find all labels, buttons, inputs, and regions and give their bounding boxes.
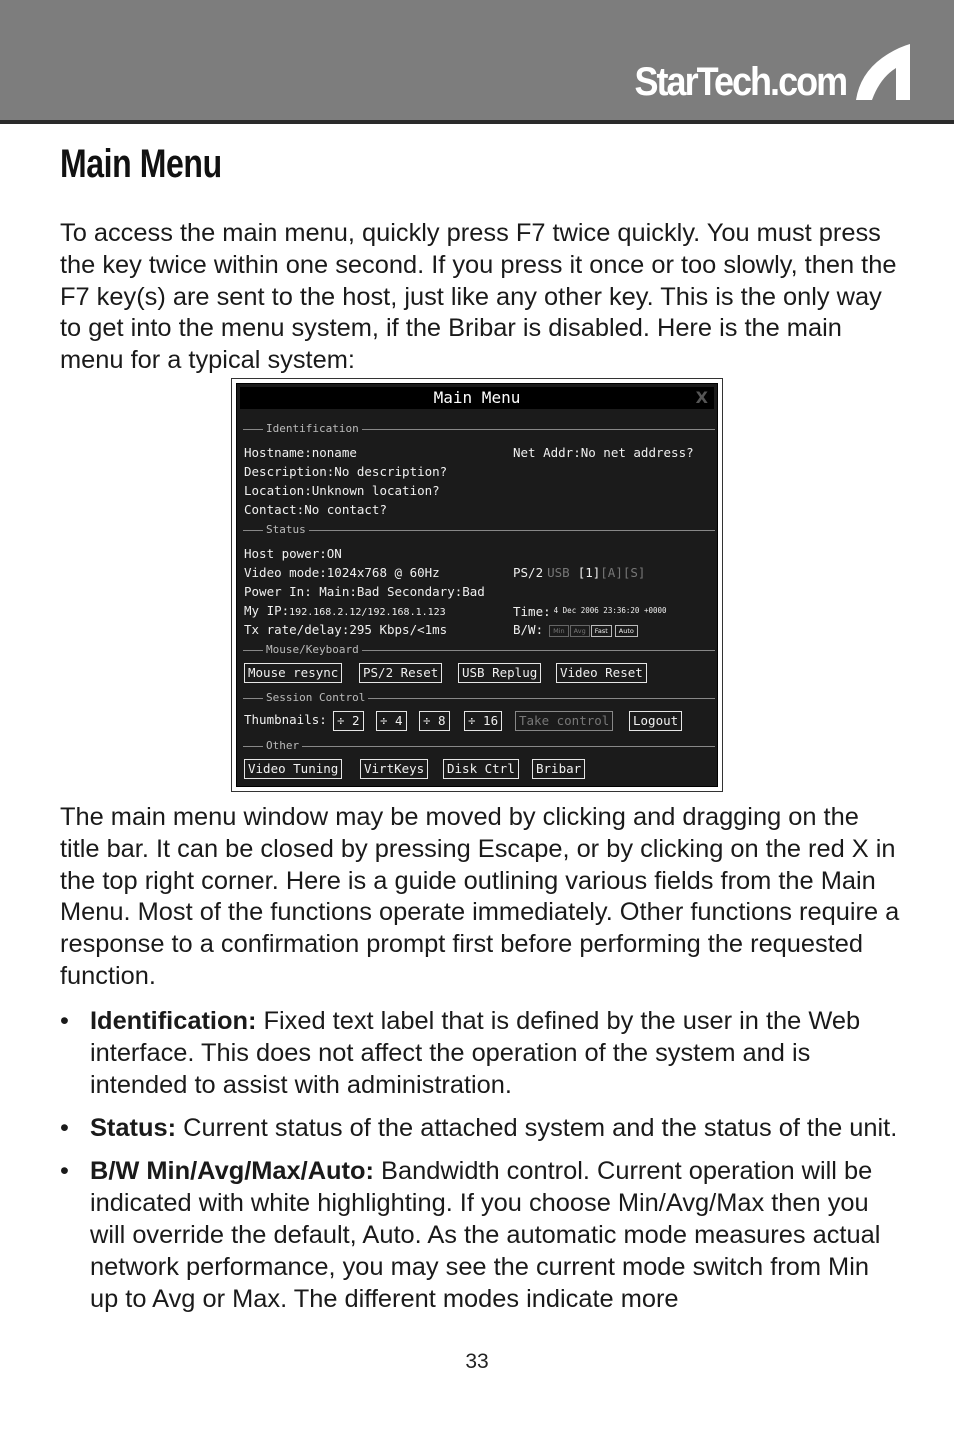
virtkeys-button[interactable]: VirtKeys <box>360 759 428 779</box>
list-item-text: Bandwidth control. Current operation will be indicated with white highlighting. If you choose Min/Avg/Max then you will override the default, Auto. As the automatic mode measures actual network performance, you may see the current mode switch from Min up to Avg or Max. The different modes indicate more <box>90 1157 881 1313</box>
bw-label: B/W: <box>513 622 544 637</box>
video-tuning-button[interactable]: Video Tuning <box>244 759 342 779</box>
thumbnail-div4-button[interactable]: ÷ 4 <box>376 711 407 731</box>
list-item-text: Current status of the attached system and the status of the unit. <box>176 1114 898 1142</box>
body-paragraph: The main menu window may be moved by clicking and dragging on the title bar. It can be closed by pressing Escape, or by clicking on the red X in the top right corner. Here is a guide outlining various fields from the Main Menu. Most of the functions operate immediately. Other functions require a response to a confirmation prompt first before performing the requested function. <box>60 803 900 990</box>
bullet-icon: • <box>60 1114 69 1142</box>
time-value: 4 Dec 2006 23:36:20 +0000 <box>553 606 667 615</box>
list-item-term: Identification: <box>90 1007 257 1035</box>
section-divider <box>243 746 715 747</box>
net-addr-field: Net Addr:No net address? <box>513 445 694 460</box>
bw-auto-button[interactable]: Auto <box>615 625 638 637</box>
bw-control <box>513 622 639 638</box>
bw-min-button[interactable]: Min <box>549 625 569 637</box>
field-guide-list <box>60 1005 900 1326</box>
menu-title-bar[interactable] <box>240 387 714 409</box>
intro-paragraph: To access the main menu, quickly press F7 twice quickly. You must press the key twice within one second. If you press it once or too slowly, then the F7 key(s) are sent to the host, just like any other key. This is the only way to get into the menu system, if the Bribar is disabled. Here is the main menu for a typical system: <box>60 219 897 375</box>
contact-field: Contact:No contact? <box>244 502 387 517</box>
ip-value: 192.168.2.12/192.168.1.123 <box>289 607 446 618</box>
thumbnail-div16-button[interactable]: ÷ 16 <box>464 711 502 731</box>
main-menu-window <box>236 383 718 787</box>
list-item-text: Fixed text label that is defined by the user in the Web interface. This does not affect the operation of the system and is intended to assist with administration. <box>90 1007 861 1099</box>
section-other <box>243 739 715 753</box>
list-item <box>60 1155 900 1315</box>
bw-fast-button[interactable]: Fast <box>591 625 612 637</box>
active-port: [1] <box>577 565 601 580</box>
disk-ctrl-button[interactable]: Disk Ctrl <box>443 759 519 779</box>
hostname-field: Hostname:noname <box>244 445 357 460</box>
location-field: Location:Unknown location? <box>244 483 440 498</box>
bullet-icon: • <box>60 1007 69 1035</box>
port-status <box>513 565 645 581</box>
my-ip-field <box>244 603 446 621</box>
video-mode-field: Video mode:1024x768 @ 60Hz <box>244 565 440 580</box>
bullet-icon: • <box>60 1157 69 1185</box>
usb-replug-button[interactable]: USB Replug <box>458 663 541 683</box>
list-item-term: Status: <box>90 1114 177 1142</box>
bribar-button[interactable]: Bribar <box>532 759 585 779</box>
section-status <box>243 523 715 537</box>
list-item-term: B/W Min/Avg/Max/Auto: <box>90 1157 374 1185</box>
other-ports: [A][S] <box>600 565 646 580</box>
page-number: 33 <box>465 1350 489 1373</box>
mouse-resync-button[interactable]: Mouse resync <box>244 663 342 683</box>
tx-rate-field: Tx rate/delay:295 Kbps/<1ms <box>244 622 448 637</box>
ps2-label: PS/2 <box>513 565 544 580</box>
section-divider <box>243 530 715 531</box>
header-divider <box>0 120 954 124</box>
video-reset-button[interactable]: Video Reset <box>556 663 647 683</box>
logo-swoosh-icon <box>852 44 910 102</box>
bw-avg-button[interactable]: Avg <box>570 625 590 637</box>
menu-title: Main Menu <box>433 388 521 407</box>
section-session-control <box>243 691 715 705</box>
logout-button[interactable]: Logout <box>629 711 682 731</box>
section-label-other: Other <box>263 739 302 753</box>
page-header <box>0 0 954 120</box>
time-field <box>513 603 667 620</box>
ps2-reset-button[interactable]: PS/2 Reset <box>359 663 442 683</box>
section-label-mouse-keyboard: Mouse/Keyboard <box>263 643 362 657</box>
section-label-session-control: Session Control <box>263 691 368 705</box>
power-in-field: Power In: Main:Bad Secondary:Bad <box>244 584 485 599</box>
thumbnail-div8-button[interactable]: ÷ 8 <box>419 711 450 731</box>
close-icon[interactable]: X <box>695 388 708 407</box>
section-label-identification: Identification <box>263 422 362 436</box>
time-label: Time: <box>513 604 551 619</box>
host-power-field: Host power:ON <box>244 546 342 561</box>
section-identification <box>243 422 715 436</box>
section-label-status: Status <box>263 523 309 537</box>
startech-logo <box>611 44 910 102</box>
description-field: Description:No description? <box>244 464 448 479</box>
usb-label: USB <box>547 565 570 580</box>
list-item <box>60 1112 900 1144</box>
main-menu-screenshot <box>231 378 723 792</box>
ip-label: My IP: <box>244 603 290 618</box>
take-control-button[interactable]: Take control <box>515 711 613 731</box>
list-item <box>60 1005 900 1101</box>
section-mouse-keyboard <box>243 643 715 657</box>
thumbnails-label: Thumbnails: <box>244 712 327 727</box>
logo-text: StarTech.com <box>634 60 846 104</box>
page-title: Main Menu <box>60 142 222 186</box>
thumbnail-div2-button[interactable]: ÷ 2 <box>333 711 364 731</box>
